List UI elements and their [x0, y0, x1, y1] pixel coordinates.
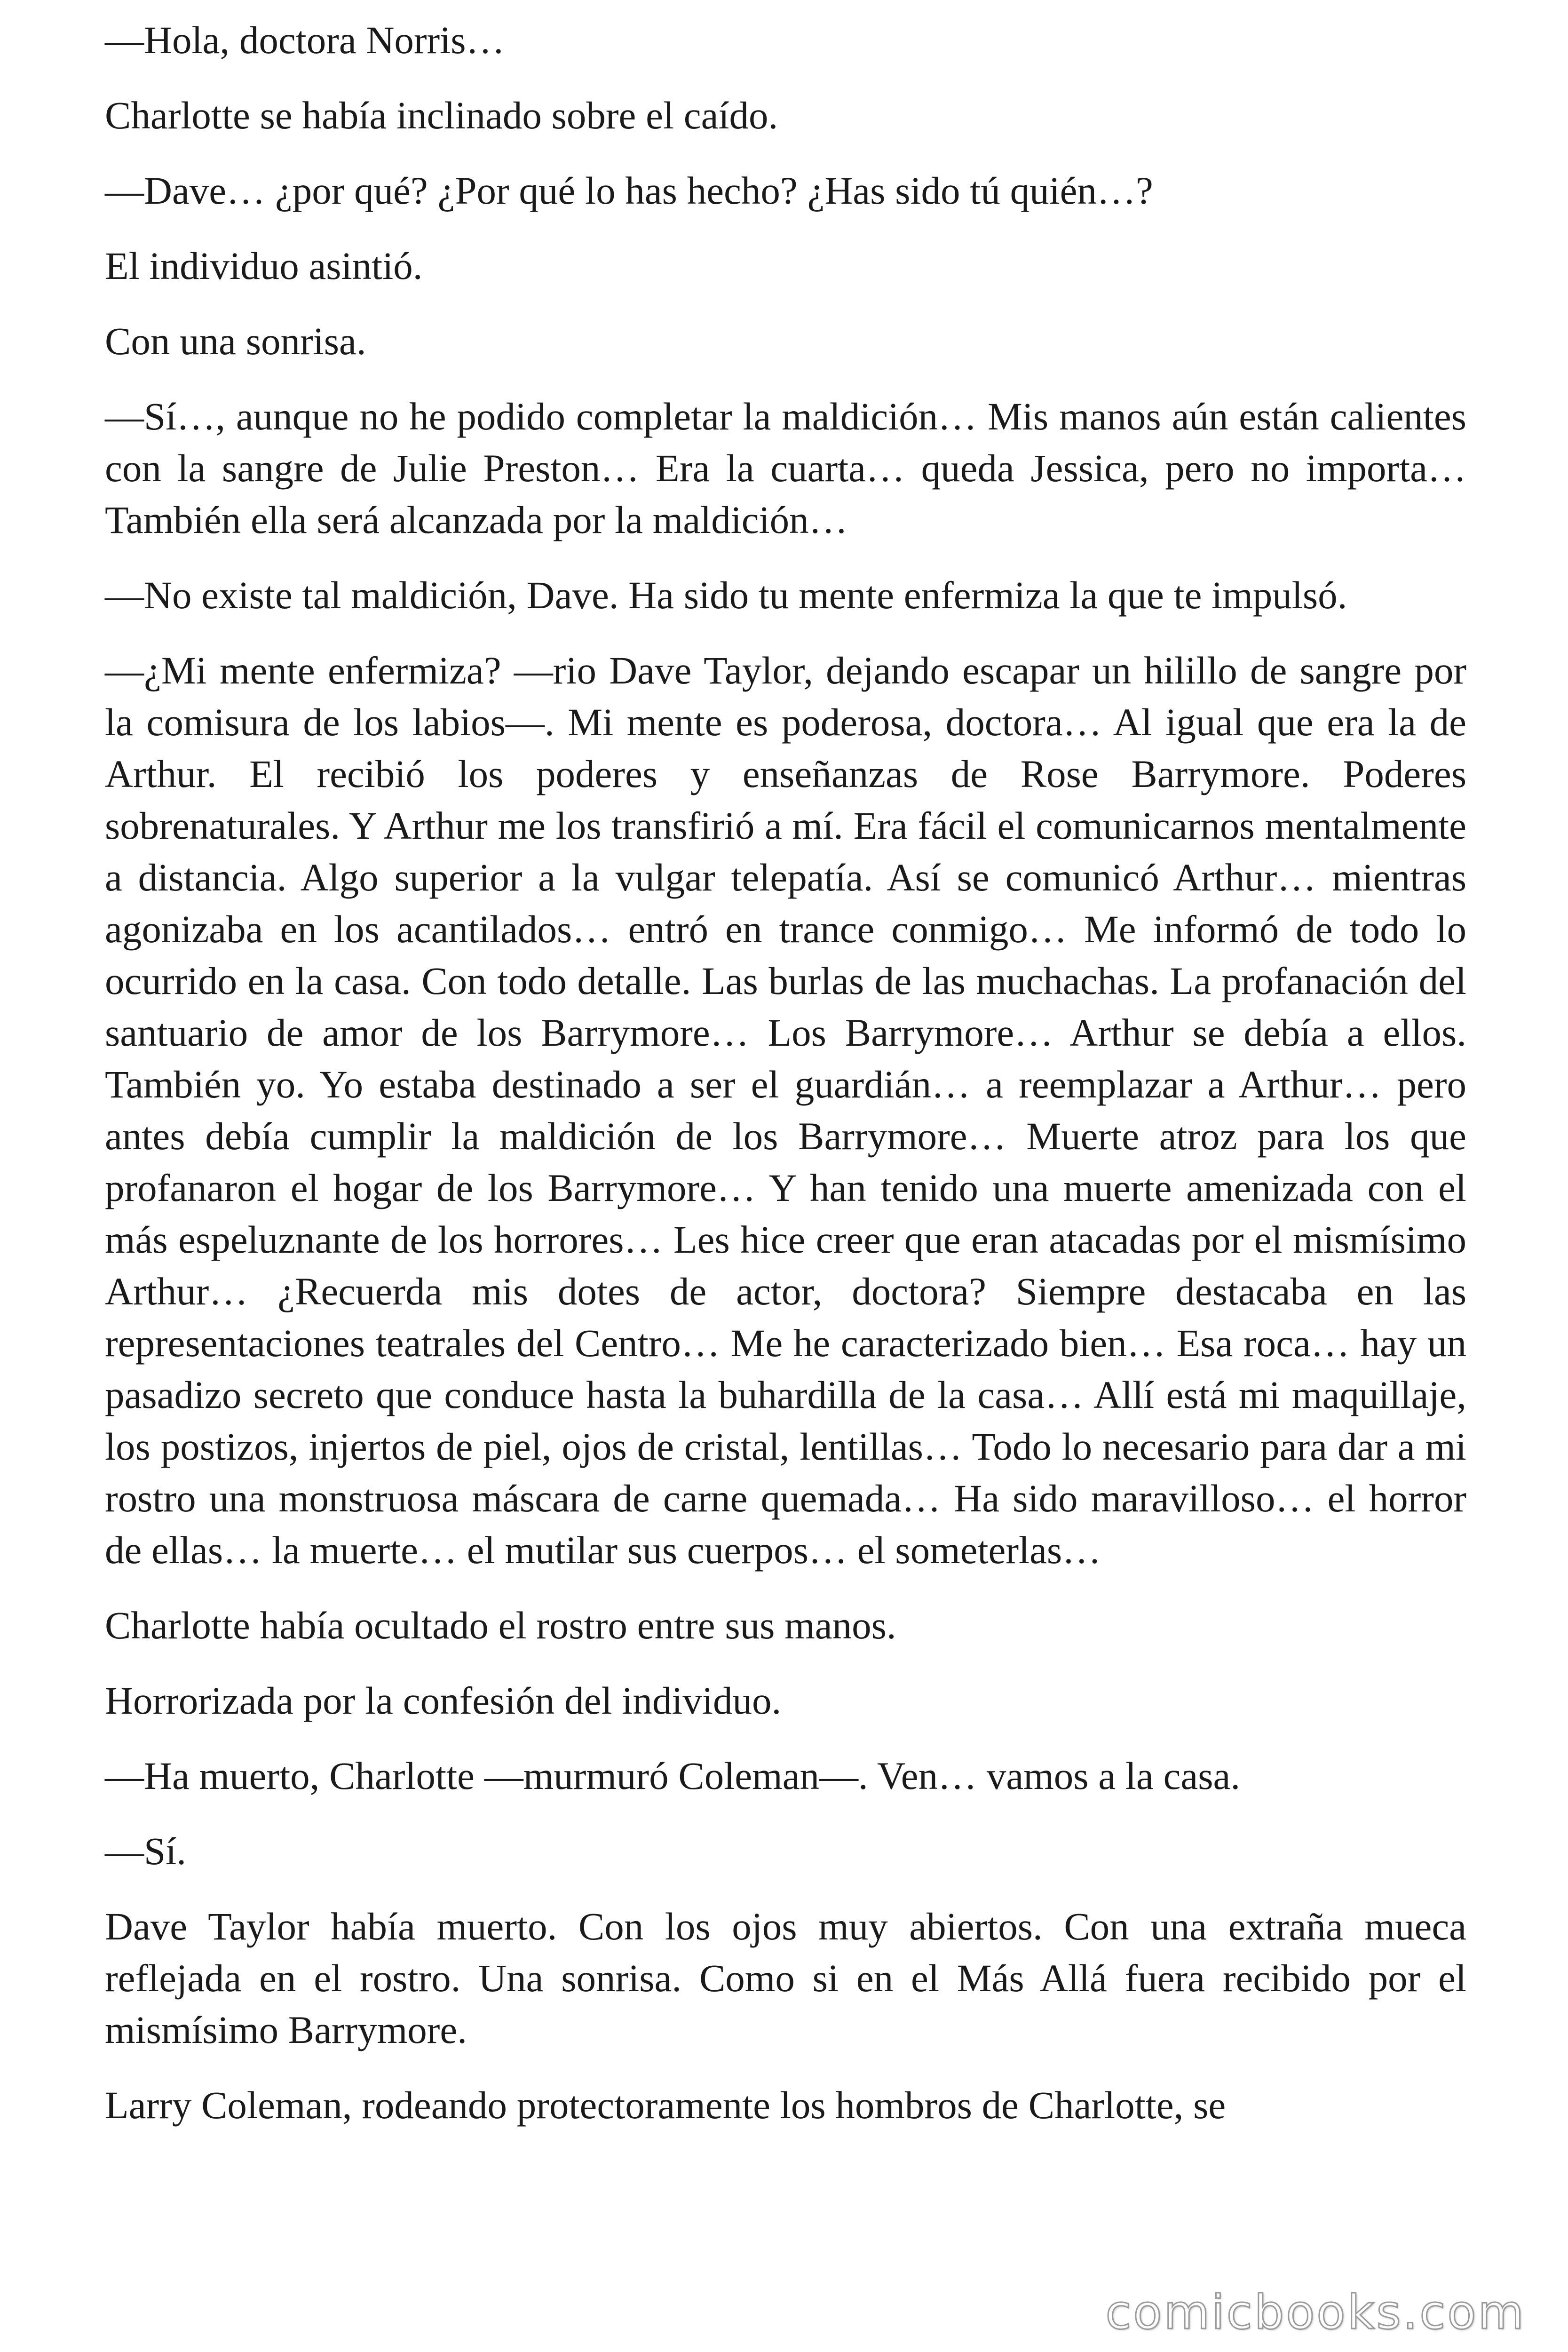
paragraph-narration: Con una sonrisa.	[105, 319, 366, 363]
paragraph-dialogue: —No existe tal maldición, Dave. Ha sido tu mente enfermiza la que te impulsó.	[105, 573, 1347, 617]
document-page	[105, 14, 1466, 2154]
paragraph-narration: Charlotte había ocultado el rostro entre sus manos.	[105, 1604, 896, 1647]
paragraph-narration: Charlotte se había inclinado sobre el caído.	[105, 94, 778, 137]
watermark-logo: comicbooks.com	[1105, 2285, 1526, 2340]
paragraph-dialogue: —Dave… ¿por qué? ¿Por qué lo has hecho? ¿Has sido tú quién…?	[105, 169, 1153, 212]
paragraph-narration: El individuo asintió.	[105, 244, 423, 287]
paragraph-confession: —¿Mi mente enfermiza? —rio Dave Taylor, dejando escapar un hilillo de sangre por la comisura de los labios—. Mi mente es poderosa, doctora… Al igual que era la de Arthur. El recibió los poderes y enseñanzas de Rose Barrymore. Poderes sobrenaturales. Y Arthur me los transfirió a mí. Era fácil el comunicarnos mentalmente a distancia. Algo superior a la vulgar telepatía. Así se comunicó Arthur… mientras agonizaba en los acantilados… entró en trance conmigo… Me informó de todo lo ocurrido en la casa. Con todo detalle. Las burlas de las muchachas. La profanación del santuario de amor de los Barrymore… Los Barrymore… Arthur se debía a ellos. También yo. Yo estaba destinado a ser el guardián… a reemplazar a Arthur… pero antes debía cumplir la maldición de los Barrymore… Muerte atroz para los que profanaron el hogar de los Barrymore… Y han tenido una muerte amenizada con el más espeluznante de los horrores… Les hice creer que eran atacadas por el mismísimo Arthur… ¿Recuerda mis dotes de actor, doctora? Siempre destacaba en las representaciones teatrales del Centro… Me he caracterizado bien… Esa roca… hay un pasadizo secreto que conduce hasta la buhardilla de la casa… Allí está mi maquillaje, los postizos, injertos de piel, ojos de cristal, lentillas… Todo lo necesario para dar a mi rostro una monstruosa máscara de carne quemada… Ha sido maravilloso… el horror de ellas… la muerte… el mutilar sus cuerpos… el someterlas…	[105, 649, 1466, 1572]
paragraph-dialogue: —Sí.	[105, 1829, 186, 1873]
paragraph-dialogue: —Ha muerto, Charlotte —murmuró Coleman—. Ven… vamos a la casa.	[105, 1754, 1241, 1797]
paragraph-greeting: —Hola, doctora Norris…	[105, 18, 505, 62]
paragraph-narration: Horrorizada por la confesión del individuo.	[105, 1679, 782, 1722]
paragraph-narration: Dave Taylor había muerto. Con los ojos muy abiertos. Con una extraña mueca reflejada en el rostro. Una sonrisa. Como si en el Más Allá fuera recibido por el mismísimo Barrymore.	[105, 1905, 1466, 2051]
paragraph-dialogue: —Sí…, aunque no he podido completar la maldición… Mis manos aún están calientes con la sangre de Julie Preston… Era la cuarta… queda Jessica, pero no importa… También ella será alcanzada por la maldición…	[105, 395, 1466, 541]
paragraph-narration: Larry Coleman, rodeando protectoramente los hombros de Charlotte, se	[105, 2083, 1226, 2127]
